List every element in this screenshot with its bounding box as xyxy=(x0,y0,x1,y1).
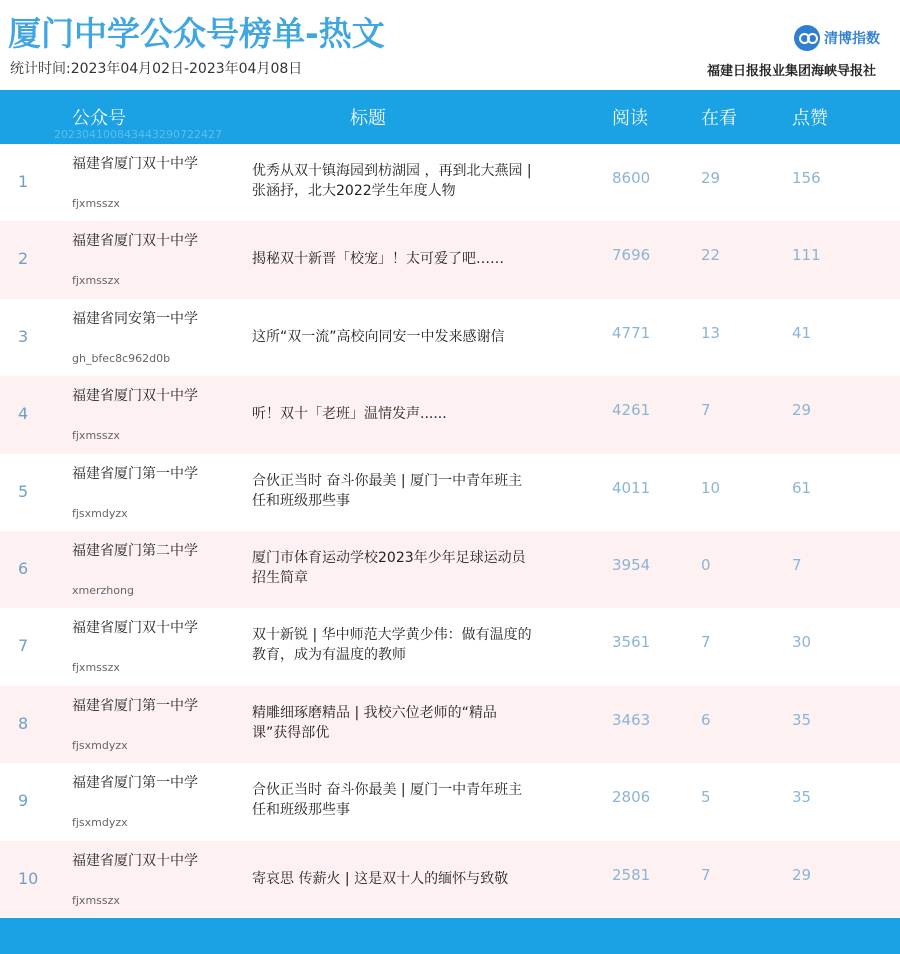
column-header-title: 标题 xyxy=(350,108,386,129)
page-title: 厦门中学公众号榜单-热文 xyxy=(8,14,385,53)
article-title[interactable]: 合伙正当时 奋斗你最美 | 厦门一中青年班主任和班级那些事 xyxy=(252,782,523,819)
account-id: fjxmsszx xyxy=(72,197,120,210)
table-header xyxy=(0,90,900,144)
table-row[interactable] xyxy=(0,299,900,376)
article-title[interactable]: 合伙正当时 奋斗你最美 | 厦门一中青年班主任和班级那些事 xyxy=(252,472,523,509)
account-name: 福建省厦门双十中学 xyxy=(72,233,198,250)
like-count: 29 xyxy=(792,401,812,420)
like-count: 111 xyxy=(792,246,821,265)
table-row[interactable] xyxy=(0,686,900,763)
watching-count: 5 xyxy=(701,788,711,807)
article-title[interactable]: 精雕细琢磨精品 | 我校六位老师的“精品课”获得部优 xyxy=(252,704,497,741)
watching-count: 6 xyxy=(701,710,711,729)
account-name: 福建省厦门第一中学 xyxy=(72,775,198,792)
article-title[interactable]: 寄哀思 传薪火 | 这是双十人的缅怀与致敬 xyxy=(252,870,509,887)
rank-number: 4 xyxy=(18,404,29,424)
account-name: 福建省同安第一中学 xyxy=(72,310,198,327)
logo-text: 清博指数 xyxy=(824,31,880,47)
qingbo-logo xyxy=(794,24,880,52)
watching-count: 7 xyxy=(701,401,711,420)
account-name: 福建省厦门双十中学 xyxy=(72,388,198,405)
statistics-period: 统计时间:2023年04月02日-2023年04月08日 xyxy=(10,61,303,77)
ranking-table-body xyxy=(0,144,900,918)
report-header xyxy=(0,0,900,90)
rank-number: 3 xyxy=(18,326,29,346)
like-count: 35 xyxy=(792,788,812,807)
like-count: 156 xyxy=(792,169,821,187)
account-id: gh_bfec8c962d0b xyxy=(72,351,171,365)
account-id: fjxmsszx xyxy=(72,429,120,443)
rank-number: 6 xyxy=(18,558,29,578)
account-name: 福建省厦门第一中学 xyxy=(72,697,198,714)
id-watermark: 20230410084344329072242​7 xyxy=(54,128,222,141)
rank-number: 5 xyxy=(18,481,29,501)
watching-count: 7 xyxy=(701,633,711,652)
like-count: 41 xyxy=(792,323,812,342)
article-title[interactable]: 厦门市体育运动学校2023年少年足球运动员招生简章 xyxy=(252,549,526,586)
article-title[interactable]: 这所“双一流”高校向同安一中发来感谢信 xyxy=(252,328,505,345)
watching-count: 29 xyxy=(701,169,721,187)
table-row[interactable] xyxy=(0,841,900,918)
account-id: fjsxmdyzx xyxy=(72,738,128,752)
account-id: fjxmsszx xyxy=(72,893,120,907)
article-title[interactable]: 听！双十「老班」温情发声...... xyxy=(252,406,447,423)
footer-bar xyxy=(0,918,900,954)
read-count: 4771 xyxy=(612,323,651,342)
watching-count: 13 xyxy=(701,323,721,342)
like-count: 7 xyxy=(792,555,802,574)
read-count: 3954 xyxy=(612,555,651,574)
rank-number: 1 xyxy=(18,172,29,191)
publisher-name: 福建日报报业集团海峡导报社 xyxy=(706,64,876,79)
read-count: 2581 xyxy=(612,865,651,884)
account-name: 福建省厦门第一中学 xyxy=(72,465,198,482)
read-count: 7696 xyxy=(612,246,651,265)
column-header-likes: 点赞 xyxy=(792,108,828,129)
rank-number: 8 xyxy=(18,713,29,733)
account-id: fjsxmdyzx xyxy=(72,506,128,520)
read-count: 4011 xyxy=(612,478,651,497)
table-row[interactable] xyxy=(0,454,900,531)
rank-number: 9 xyxy=(18,791,29,811)
read-count: 4261 xyxy=(612,401,651,420)
table-row[interactable] xyxy=(0,376,900,453)
read-count: 3561 xyxy=(612,633,651,652)
like-count: 30 xyxy=(792,633,812,652)
account-id: fjxmsszx xyxy=(72,274,120,288)
like-count: 61 xyxy=(792,478,812,497)
read-count: 3463 xyxy=(612,710,651,729)
watching-count: 7 xyxy=(701,865,711,884)
account-name: 福建省厦门双十中学 xyxy=(72,852,198,869)
table-row[interactable] xyxy=(0,531,900,608)
qingbo-logo-icon xyxy=(794,25,820,51)
watching-count: 22 xyxy=(701,246,721,265)
like-count: 29 xyxy=(792,865,812,884)
watching-count: 10 xyxy=(701,478,721,497)
account-name: 福建省厦门双十中学 xyxy=(72,620,198,637)
account-id: xmerzhong xyxy=(72,583,134,597)
account-name: 福建省厦门双十中学 xyxy=(72,156,198,172)
account-id: fjsxmdyzx xyxy=(72,816,128,830)
table-row[interactable] xyxy=(0,763,900,840)
rank-number: 7 xyxy=(18,636,29,656)
watching-count: 0 xyxy=(701,555,711,574)
read-count: 2806 xyxy=(612,788,651,807)
table-row[interactable] xyxy=(0,144,900,221)
account-name: 福建省厦门第二中学 xyxy=(72,542,198,559)
column-header-account: 公众号 xyxy=(72,108,126,129)
rank-number: 10 xyxy=(18,868,39,888)
table-row[interactable] xyxy=(0,608,900,685)
article-title[interactable]: 双十新锐 | 华中师范大学黄少伟：做有温度的教育，成为有温度的教师 xyxy=(252,627,532,664)
like-count: 35 xyxy=(792,710,812,729)
rank-number: 2 xyxy=(18,249,29,269)
column-header-watching: 在看 xyxy=(701,108,737,129)
column-header-read: 阅读 xyxy=(612,108,648,129)
account-id: fjxmsszx xyxy=(72,661,120,675)
read-count: 8600 xyxy=(612,169,651,187)
table-row[interactable] xyxy=(0,221,900,298)
article-title[interactable]: 优秀从双十镇海园到枋湖园 ，再到北大燕园 | 张涵抒，北大2022学生年度人物 xyxy=(252,163,532,199)
article-title[interactable]: 揭秘双十新晋「校宠」！太可爱了吧…… xyxy=(252,251,504,268)
